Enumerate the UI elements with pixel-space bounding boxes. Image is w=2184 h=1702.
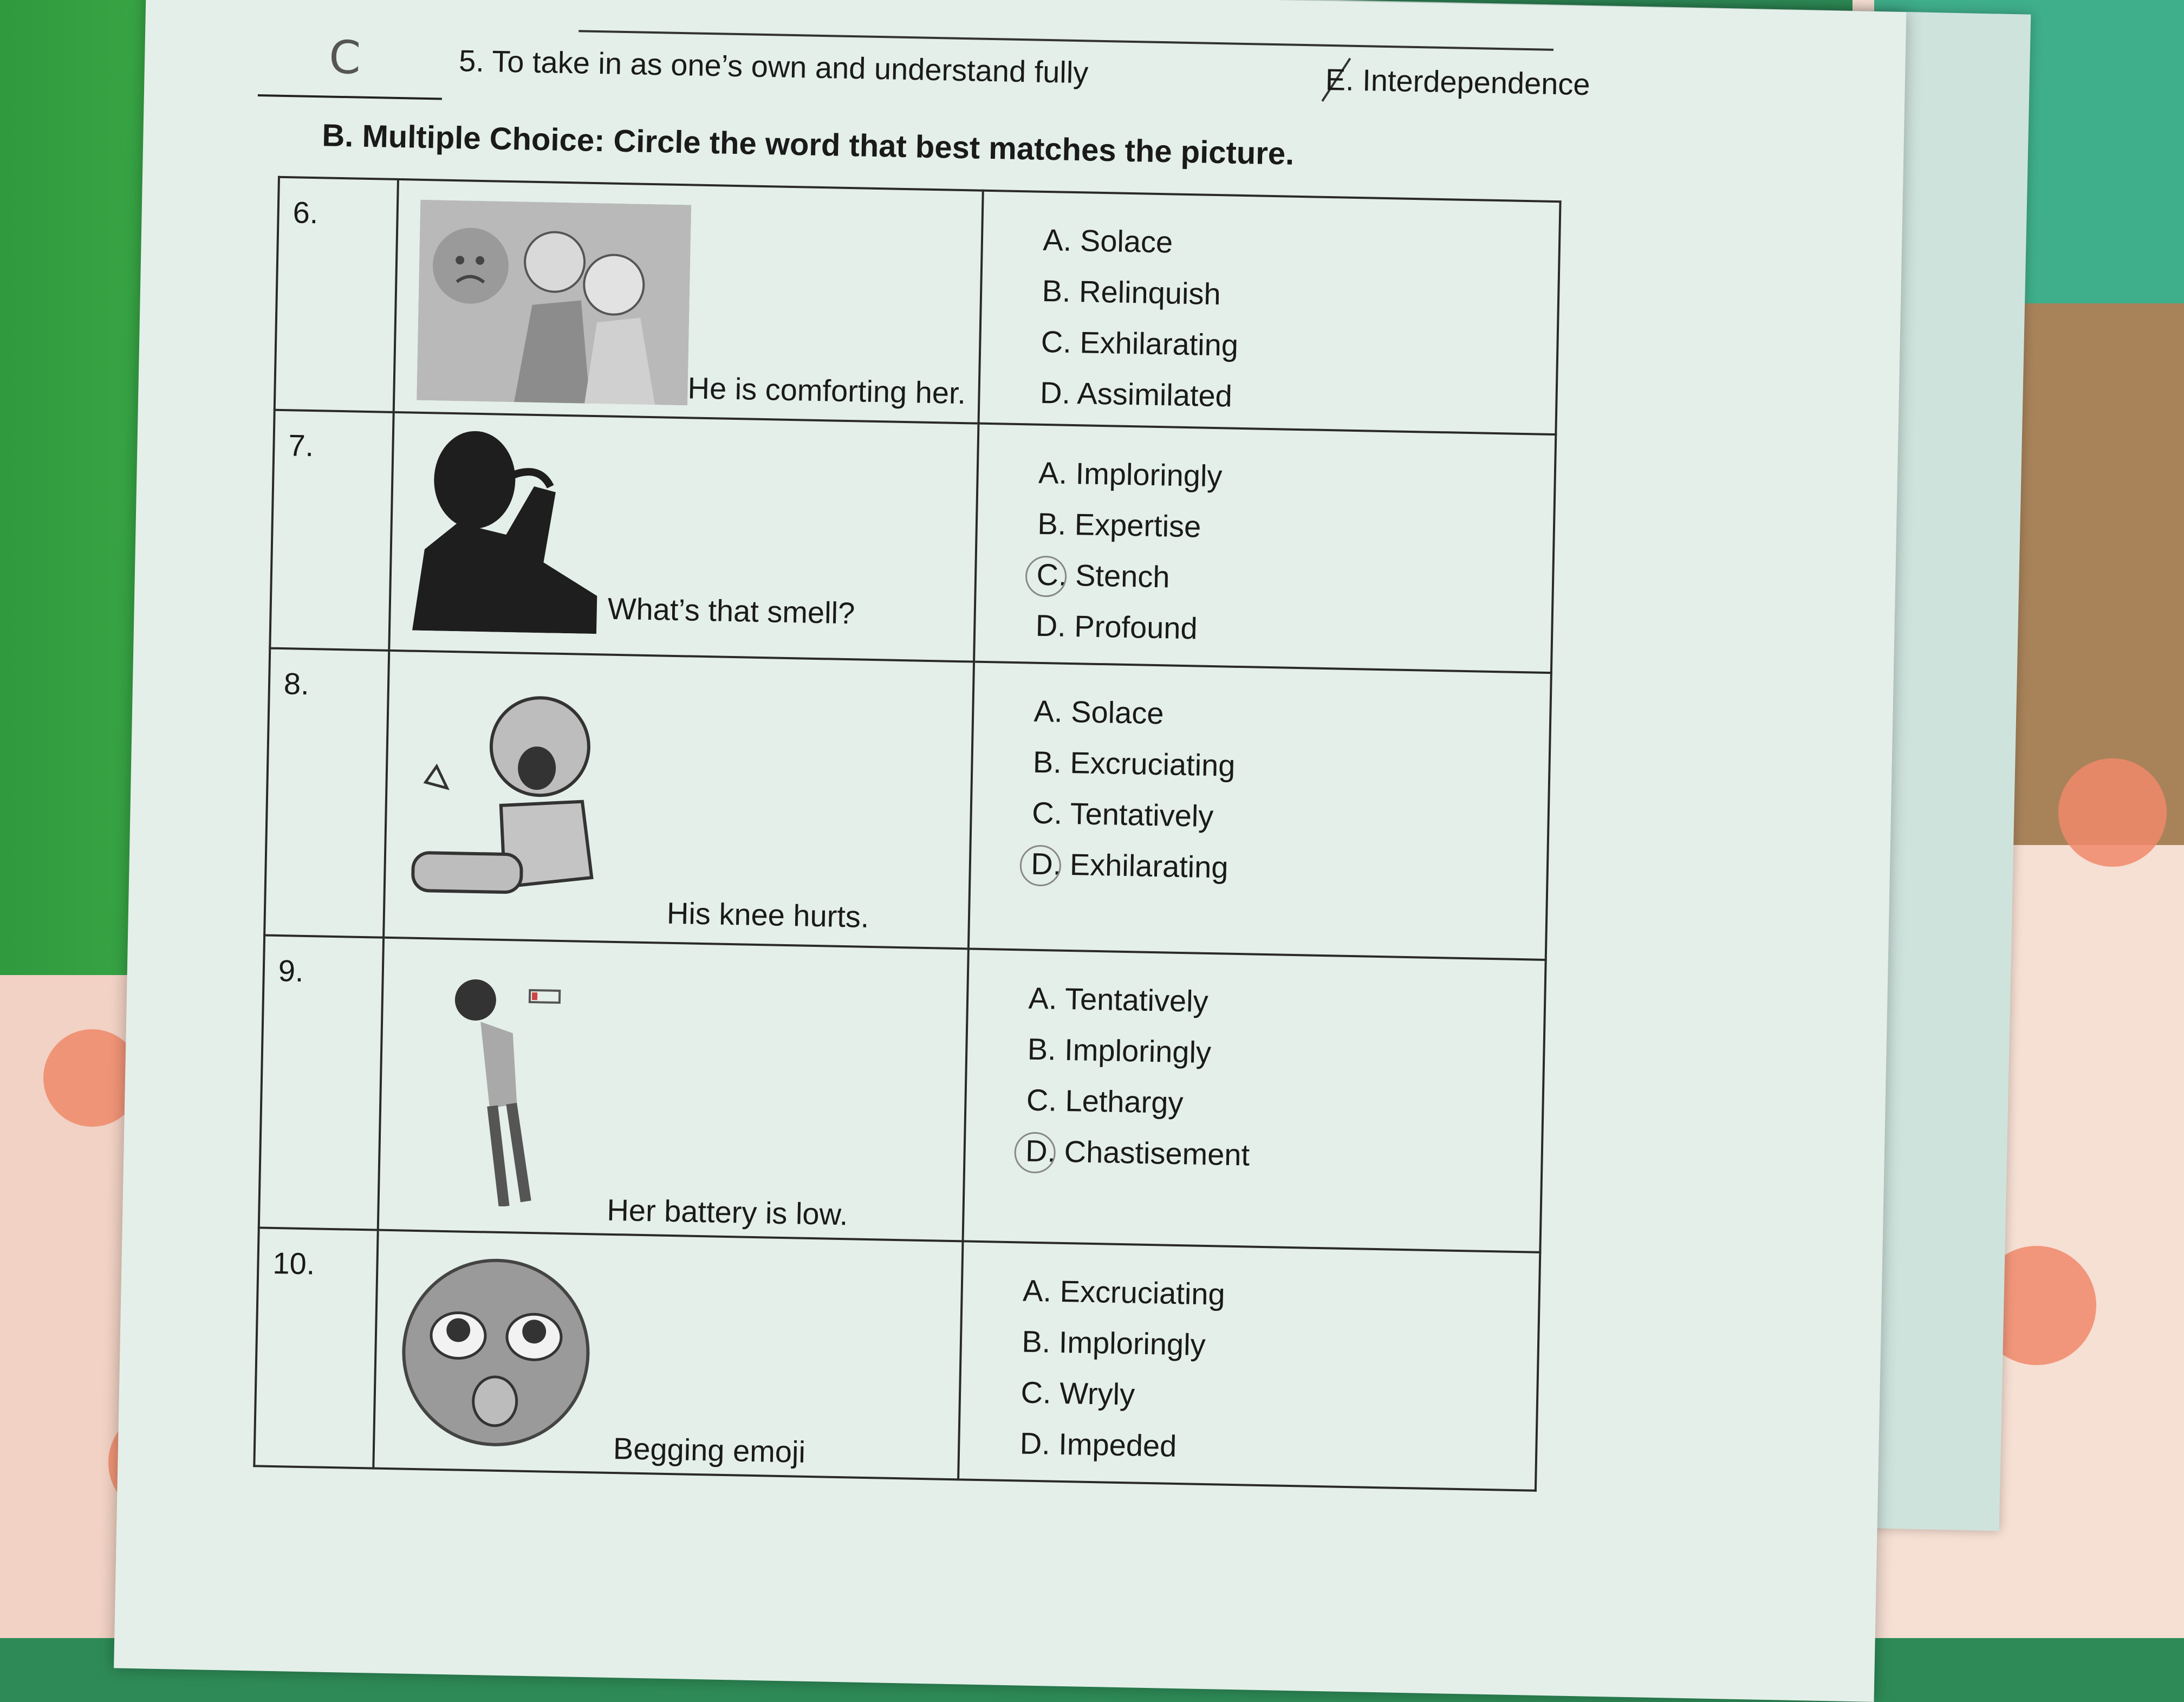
- picture-cell: [389, 412, 979, 662]
- option-d[interactable]: D. Impeded: [1019, 1426, 1177, 1464]
- question-row: [270, 410, 1556, 673]
- question-number: 9.: [259, 936, 384, 1230]
- option-a[interactable]: A. Imploringly: [1038, 455, 1223, 493]
- option-c[interactable]: C. Stench: [1036, 549, 1552, 610]
- option-a[interactable]: A. Excruciating: [1022, 1273, 1226, 1311]
- picture-caption: He is comforting her.: [687, 371, 966, 411]
- prior-question-5: [258, 29, 1830, 135]
- begging-emoji-image: [396, 1253, 595, 1452]
- question-number: 8.: [264, 648, 389, 938]
- question-number: 10.: [254, 1227, 378, 1468]
- question-5-text: 5. To take in as one’s own and understand fully: [458, 43, 1089, 90]
- option-b[interactable]: B. Expertise: [1037, 506, 1201, 544]
- option-a[interactable]: A. Solace: [1042, 222, 1173, 259]
- question-row: [275, 177, 1561, 434]
- option-a[interactable]: A. Solace: [1034, 693, 1165, 731]
- worksheet-page: [114, 0, 1906, 1702]
- option-c[interactable]: C. Wryly: [1020, 1375, 1135, 1412]
- options-cell: [968, 662, 1551, 960]
- option-c[interactable]: C. Lethargy: [1026, 1082, 1184, 1120]
- question-row: [254, 1227, 1540, 1490]
- question-row: [259, 936, 1546, 1252]
- option-b[interactable]: B. Excruciating: [1032, 744, 1236, 783]
- picture-caption: His knee hurts.: [666, 895, 870, 934]
- option-d[interactable]: D. Exhilarating: [1030, 839, 1546, 899]
- option-c[interactable]: C. Tentatively: [1031, 795, 1214, 834]
- option-a[interactable]: A. Tentatively: [1028, 980, 1209, 1018]
- option-b[interactable]: B. Relinquish: [1042, 273, 1221, 311]
- question-number: 7.: [270, 410, 393, 651]
- options-cell: [974, 424, 1556, 673]
- option-d[interactable]: D. Profound: [1035, 608, 1198, 646]
- tired-woman-low-battery-image: [445, 972, 574, 1207]
- question-row: [264, 648, 1551, 960]
- picture-cell: [394, 179, 984, 424]
- silhouette-pinching-nose-image: [412, 430, 611, 634]
- couple-comforting-image: [417, 200, 691, 406]
- picture-cell: [373, 1230, 963, 1480]
- picture-cell: [378, 938, 969, 1242]
- boy-crying-hurt-knee-image: [401, 679, 633, 916]
- options-cell: [979, 191, 1561, 434]
- question-5-option-e: E. Interdependence: [1325, 62, 1591, 102]
- option-b[interactable]: B. Imploringly: [1027, 1031, 1212, 1070]
- option-b[interactable]: B. Imploringly: [1021, 1324, 1206, 1362]
- option-c[interactable]: C. Exhilarating: [1041, 324, 1239, 362]
- flower-decoration: [2058, 758, 2167, 867]
- options-cell: [963, 949, 1546, 1252]
- picture-caption: Begging emoji: [613, 1431, 806, 1469]
- handwritten-answer: C: [328, 30, 361, 85]
- options-cell: [959, 1241, 1540, 1490]
- question-number: 6.: [275, 177, 398, 412]
- section-title: B. Multiple Choice: Circle the word that best matches the picture.: [321, 118, 1295, 172]
- option-d[interactable]: D. Chastisement: [1025, 1126, 1541, 1186]
- picture-caption: Her battery is low.: [606, 1192, 849, 1232]
- multiple-choice-table: [253, 176, 1561, 1492]
- picture-caption: What’s that smell?: [607, 591, 855, 631]
- option-d[interactable]: D. Assimilated: [1039, 375, 1233, 413]
- picture-cell: [384, 651, 974, 949]
